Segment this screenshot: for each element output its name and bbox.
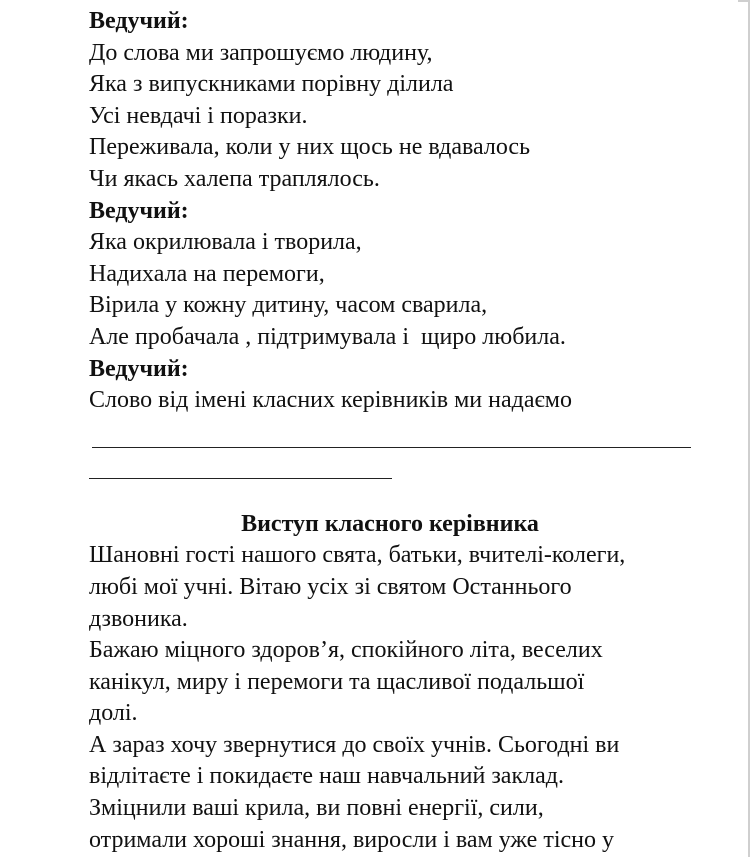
speech-line: любі мої учні. Вітаю усіх зі святом Останнього <box>89 573 572 600</box>
text-line: Слово від імені класних керівників ми надаємо <box>89 387 572 414</box>
page-edge-top <box>738 0 750 2</box>
speech-line: Зміцнили ваші крила, ви повні енергії, сили, <box>89 795 544 822</box>
speech-line: отримали хороші знання, виросли і вам уже тісно у <box>89 826 614 853</box>
speech-line: долі. <box>89 700 138 727</box>
text-line: Яка окрилювала і творила, <box>89 229 362 256</box>
speaker-label: Ведучий: <box>89 355 189 382</box>
document-page <box>89 6 709 856</box>
speaker-label: Ведучий: <box>89 8 189 34</box>
speech-line: Шановні гості нашого свята, батьки, вчителі-колеги, <box>89 542 626 569</box>
text-line: Яка з випускниками порівну ділила <box>89 71 454 98</box>
speaker-label: Ведучий: <box>89 197 189 224</box>
text-line: Чи якась халепа траплялось. <box>89 165 380 192</box>
section-title: Виступ класного керівника <box>241 510 539 537</box>
text-line: До слова ми запрошуємо людину, <box>89 39 433 66</box>
text-line: Вірила у кожну дитину, часом сварила, <box>89 292 488 319</box>
speech-line: Бажаю міцного здоров’я, спокійного літа, веселих <box>89 637 603 664</box>
fill-in-blank-line-short <box>89 478 392 479</box>
text-line: Але пробачала , підтримувала і щиро любила. <box>89 323 566 350</box>
speech-line: дзвоника. <box>89 605 188 632</box>
text-line: Усі невдачі і поразки. <box>89 102 308 129</box>
speech-line: канікул, миру і перемоги та щасливої подальшої <box>89 668 585 695</box>
fill-in-blank-line <box>92 432 691 448</box>
speech-line: відлітаєте і покидаєте наш навчальний заклад. <box>89 763 564 790</box>
text-line: Надихала на перемоги, <box>89 260 325 287</box>
text-line: Переживала, коли у них щось не вдавалось <box>89 134 531 161</box>
speech-line: А зараз хочу звернутися до своїх учнів. Сьогодні ви <box>89 731 620 758</box>
